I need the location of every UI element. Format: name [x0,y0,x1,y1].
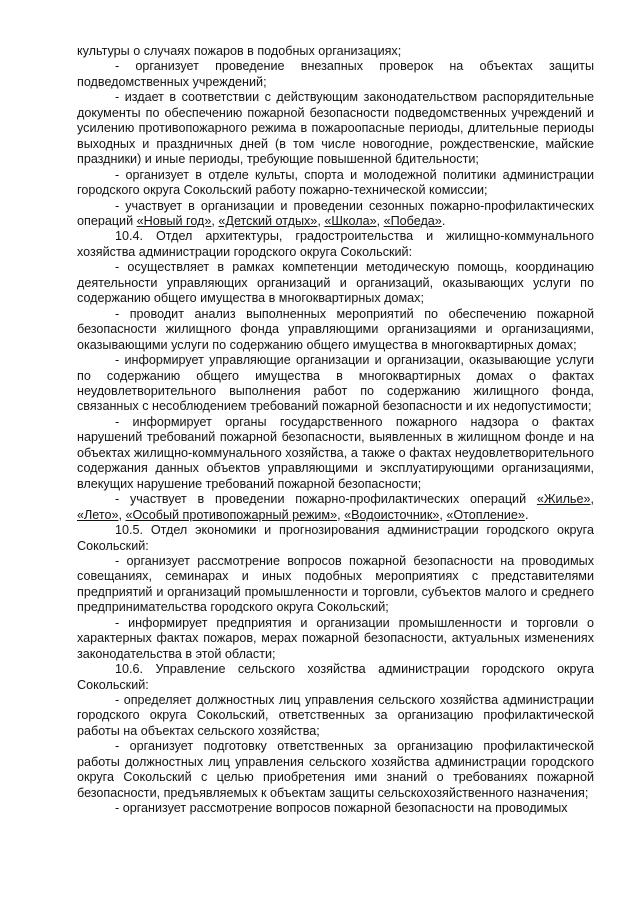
paragraph-fire-prevention-operations: - участвует в проведении пожарно-профилактических операций «Жилье», «Лето», «Особый противопожарный режим», «Водоисточник», «Отопление». [77,492,594,522]
paragraph-training-officials: - организует подготовку ответственных за организацию профилактической работы должностных лиц управления сельского хозяйства администрации городского округа Сокольский с целью приобретения ими знаний о требованиях пожарной безопасности, предъявляемых к объектам защиты сельскохозяйственного назначения; [77,739,594,800]
paragraph-fire-technical-commission: - организует в отделе культы, спорта и молодежной политики администрации городского округа Сокольский работу пожарно-технической комиссии; [77,167,594,198]
operation-special-fire-regime: «Особый противопожарный режим» [125,507,338,522]
paragraph-meetings-seminars: - организует рассмотрение вопросов пожарной безопасности на проводимых совещаниях, семинарах и иных подобных мероприятиях с представителями предприятий и организаций промышленности и торговли, субъектов малого и среднего предпринимательства городского округа Сокольский; [77,553,594,615]
document-page [77,44,594,817]
paragraph-inform-management-orgs: - информирует управляющие организации и организации, оказывающие услуги по содержанию общего имущества в многоквартирных домах о фактах неудовлетворительного выполнения работ по содержанию жилищного фонда, связанных с несоблюдением требований пожарной безопасности и их недопустимости; [77,353,594,414]
operation-housing: «Жилье» [536,492,591,507]
section-heading-10-5: 10.5. Отдел экономики и прогнозирования администрации городского округа Сокольский: [77,523,594,553]
operation-victory: «Победа» [383,213,442,228]
paragraph-methodical-assistance: - осуществляет в рамках компетенции методическую помощь, координацию деятельности управляющих организаций и организаций, оказывающих услуги по содержанию общего имущества в многоквартирных домах; [77,260,594,306]
paragraph-meetings-agriculture: - организует рассмотрение вопросов пожарной безопасности на проводимых [115,801,568,816]
operation-water-source: «Водоисточник» [344,507,440,522]
paragraph-surprise-inspections: - организует проведение внезапных проверок на объектах защиты подведомственных учреждений; [77,59,594,89]
operation-childrens-rest: «Детский отдых» [218,213,318,228]
paragraph-inform-enterprises: - информирует предприятия и организации промышленности и торговли о характерных фактах пожаров, мерах пожарной безопасности, актуальных изменениях законодательства в этой области; [77,615,594,661]
section-heading-10-4: 10.4. Отдел архитектуры, градостроительства и жилищно-коммунального хозяйства администрации городского округа Сокольский: [77,229,594,259]
section-heading-10-6: 10.6. Управление сельского хозяйства администрации городского округа Сокольский: [77,662,594,692]
paragraph-inform-fire-supervision: - информирует органы государственного пожарного надзора о фактах нарушений требований пожарной безопасности, выявленных в жилищном фонде и на объектах жилищно-коммунального хозяйства, а также о фактах неудовлетворительного содержания данных объектов управляющими и эксплуатирующими организациями, влекущих нарушение требований пожарной безопасности; [77,414,594,491]
paragraph-responsible-officials: - определяет должностных лиц управления сельского хозяйства администрации городского округа Сокольский, ответственных за организацию профилактической работы на объектах сельского хозяйства; [77,693,594,738]
paragraph-culture-fire-info: культуры о случаях пожаров в подобных организациях; [77,44,402,58]
operation-heating: «Отопление» [446,507,525,522]
operation-school: «Школа» [324,213,377,228]
paragraph-regulatory-documents: - издает в соответствии с действующим законодательством распорядительные документы по обеспечению пожарной безопасности подведомственных учреждений и усилению противопожарного режима в пожароопасные периоды, длительные периоды выходных и праздничных дней (в том числе новогодние, рождественские, майские праздники) и иные периоды, требующие повышенной бдительности; [77,90,594,167]
paragraph-analysis-measures: - проводит анализ выполненных мероприятий по обеспечению пожарной безопасности жилищного фонда управляющими организациями и организациями, оказывающими услуги по содержанию общего имущества в многоквартирных домах; [77,306,594,352]
seasonal-operations-text: - участвует в организации и проведении сезонных пожарно-профилактических операций [77,198,594,228]
operation-new-year: «Новый год» [136,213,212,228]
paragraph-seasonal-operations: - участвует в организации и проведении сезонных пожарно-профилактических операций «Новый год», «Детский отдых», «Школа», «Победа». [77,198,594,228]
operation-summer: «Лето» [77,507,119,522]
fire-prevention-operations-text: - участвует в проведении пожарно-профилактических операций [115,492,527,507]
